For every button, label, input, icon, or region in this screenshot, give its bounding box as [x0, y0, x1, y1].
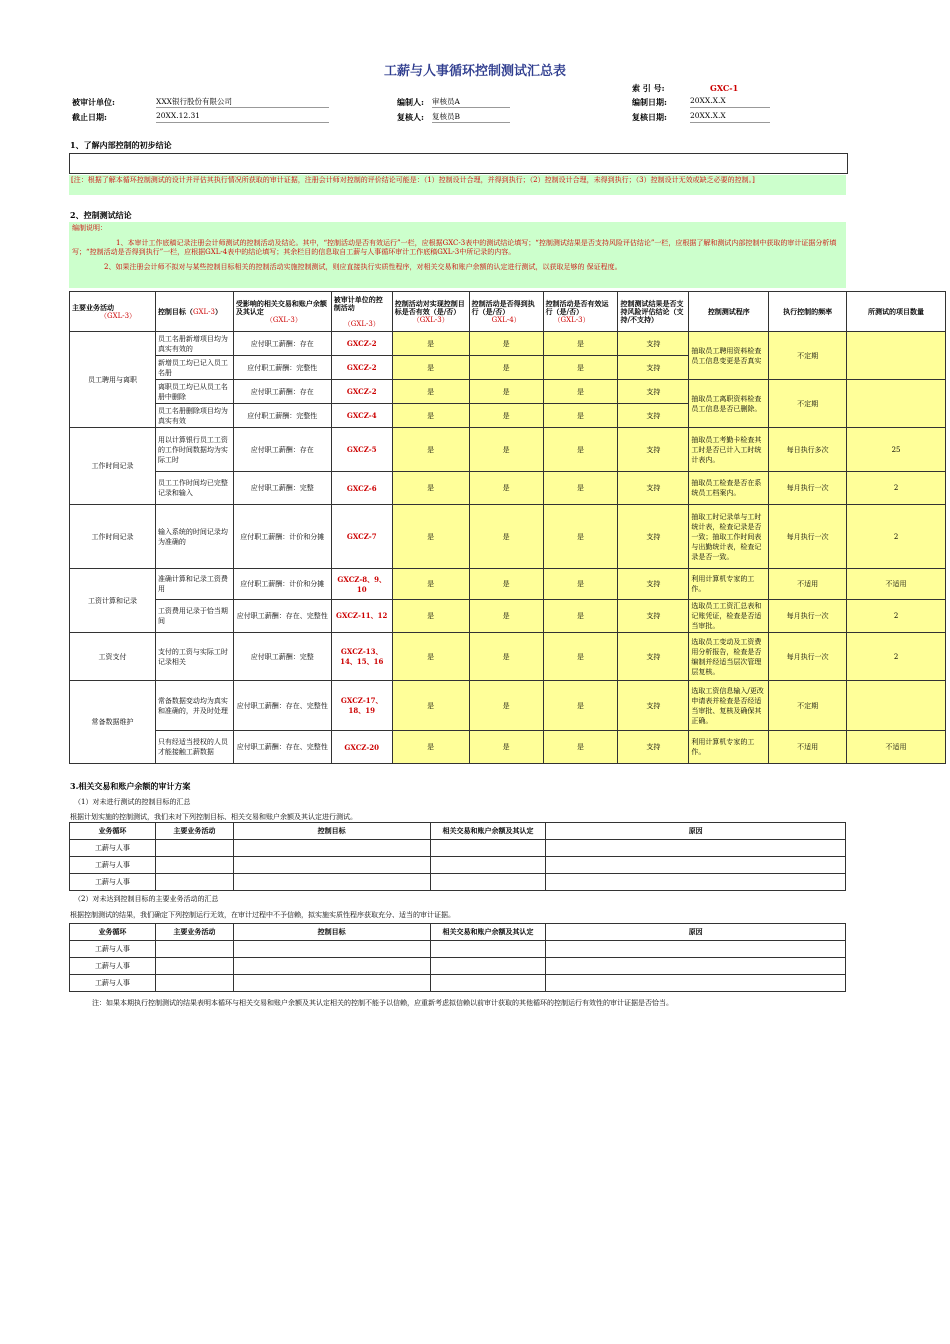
operating-cell[interactable]: 是 [543, 681, 618, 731]
executed-cell[interactable]: 是 [469, 404, 543, 428]
note-paragraph-1: 1、本审计工作底稿记录注册会计师测试的控制活动及结论。其中，“控制活动是否有效运行”一栏，应根据GXC-3表中的测试结论填写；“控制测试结果是否支持风险评估结论”一栏，应根据了解和测试内部控制中获取的审计证据分析填写；“控制活动是否得到执行”一栏，应根据GXL-4表中的结论填写；其余栏目的信息取自工薪与人事循环审计工作底稿GXL-3中所记录的内容。 [72, 239, 837, 256]
effective-cell[interactable]: 是 [392, 472, 469, 505]
assertion-input[interactable] [430, 840, 546, 857]
support-cell[interactable]: 支持 [618, 633, 689, 681]
footnote: 注：如果本期执行控制测试的结果表明本循环与相关交易和账户余额及其认定相关的控制不能予以信赖，应重新考虑拟信赖以前审计获取的其他循环的控制运行有效性的审计证据是否恰当。 [92, 999, 673, 1007]
assertion-cell: 应付职工薪酬：完整性 [233, 356, 331, 380]
executed-cell[interactable]: 是 [469, 731, 543, 764]
control-cell: GXCZ-11、12 [331, 600, 392, 633]
executed-cell[interactable]: 是 [469, 472, 543, 505]
procedure-cell[interactable]: 选取员工工资汇总表和记账凭证，检查是否适当审批。 [689, 600, 769, 633]
table-row [70, 332, 946, 356]
objective-cell: 只有经适当授权的人员才能接触工薪数据 [155, 731, 233, 764]
activity-input[interactable] [155, 874, 233, 891]
activity-input[interactable] [155, 941, 233, 958]
frequency-cell[interactable]: 每月执行一次 [769, 600, 847, 633]
prep-date-value: 20XX.X.X [690, 96, 770, 108]
objective-cell: 员工名册删除项目均为真实有效 [155, 404, 233, 428]
count-cell[interactable]: 2 [847, 472, 946, 505]
reason-input[interactable] [546, 941, 846, 958]
assertion-cell: 应付职工薪酬：存在 [233, 428, 331, 472]
table-row [70, 958, 846, 975]
objective-cell: 准确计算和记录工资费用 [155, 569, 233, 600]
control-cell: GXCZ-13、14、15、16 [331, 633, 392, 681]
executed-cell[interactable]: 是 [469, 681, 543, 731]
executed-cell[interactable]: 是 [469, 428, 543, 472]
section1-note: [注：根据了解本循环控制测试的设计并评估其执行情况所获取的审计证据，注册会计师对控制的评价结论可能是：（1）控制设计合理，并得到执行；（2）控制设计合理，未得到执行；（3）控制设计无效或缺乏必要的控制。] [69, 175, 846, 195]
objective-cell: 新增员工均已记入员工名册 [155, 356, 233, 380]
assertion-cell: 应付职工薪酬：完整 [233, 633, 331, 681]
cycle-cell: 工薪与人事 [70, 958, 156, 975]
col-assertion: 受影响的相关交易和账户余额及其认定 （GXL-3） [233, 292, 331, 332]
effective-cell[interactable]: 是 [392, 633, 469, 681]
assertion-input[interactable] [430, 958, 546, 975]
procedure-cell[interactable]: 选取工资信息输入/更改申请表并检查是否经适当审批、复核及确保其正确。 [689, 681, 769, 731]
procedure-cell[interactable]: 抽取员工离职资料检查员工信息是否已删除。 [689, 380, 769, 428]
assertion-cell: 应付职工薪酬：计价和分摊 [233, 569, 331, 600]
section3-sub1-desc: 根据计划实施的控制测试，我们未对下列控制目标、相关交易和账户余额及其认定进行测试。 [70, 813, 357, 821]
procedure-cell[interactable]: 抽取工时记录单与工时统计表，检查记录是否一致；抽取工作时间表与出勤统计表，检查记录是否一致。 [689, 505, 769, 569]
col-frequency: 执行控制的频率 [769, 292, 847, 332]
table-row [70, 874, 846, 891]
activity-cell: 工资计算和记录 [70, 569, 156, 633]
assertion-cell: 应付职工薪酬：完整性 [233, 404, 331, 428]
table-row [70, 941, 846, 958]
section3-sub2-desc: 根据控制测试的结果，我们确定下列控制运行无效，在审计过程中不予信赖，拟实施实质性程序获取充分、适当的审计证据。 [70, 911, 455, 919]
effective-cell[interactable]: 是 [392, 505, 469, 569]
control-cell: GXCZ-20 [331, 731, 392, 764]
count-cell[interactable]: 2 [847, 505, 946, 569]
support-cell[interactable]: 支持 [618, 356, 689, 380]
effective-cell[interactable]: 是 [392, 731, 469, 764]
review-date-value: 20XX.X.X [690, 111, 770, 123]
table-row [70, 681, 946, 731]
col-reason: 原因 [546, 823, 846, 840]
cutoff-value: 20XX.12.31 [156, 111, 329, 123]
reason-input[interactable] [546, 874, 846, 891]
cycle-cell: 工薪与人事 [70, 874, 156, 891]
count-cell[interactable] [847, 380, 946, 428]
objective-input[interactable] [233, 874, 430, 891]
cycle-cell: 工薪与人事 [70, 840, 156, 857]
cycle-cell: 工薪与人事 [70, 941, 156, 958]
support-cell[interactable]: 支持 [618, 428, 689, 472]
control-cell: GXCZ-6 [331, 472, 392, 505]
col-control-objective: 控制目标 [233, 924, 430, 941]
frequency-cell[interactable]: 每月执行一次 [769, 633, 847, 681]
executed-cell[interactable]: 是 [469, 332, 543, 356]
preparer-label: 编制人: [397, 97, 424, 107]
support-cell[interactable]: 支持 [618, 380, 689, 404]
page-title: 工薪与人事循环控制测试汇总表 [383, 64, 566, 79]
operating-cell[interactable]: 是 [543, 356, 618, 380]
cutoff-label: 截止日期: [72, 112, 107, 122]
preparer-value: 审核员A [432, 96, 510, 108]
assertion-cell: 应付职工薪酬：存在、完整性 [233, 681, 331, 731]
table-row [70, 975, 846, 992]
support-cell[interactable]: 支持 [618, 472, 689, 505]
control-test-table [69, 291, 946, 764]
activity-cell: 工资支付 [70, 633, 156, 681]
objective-cell: 员工名册新增项目均为真实有效的 [155, 332, 233, 356]
reason-input[interactable] [546, 840, 846, 857]
assertion-input[interactable] [430, 857, 546, 874]
section1-heading: 1、了解内部控制的初步结论 [70, 140, 172, 150]
reason-input[interactable] [546, 958, 846, 975]
executed-cell[interactable]: 是 [469, 569, 543, 600]
control-cell: GXCZ-5 [331, 428, 392, 472]
executed-cell[interactable]: 是 [469, 505, 543, 569]
reviewer-label: 复核人: [397, 112, 424, 122]
objective-input[interactable] [233, 857, 430, 874]
effective-cell[interactable]: 是 [392, 569, 469, 600]
count-cell[interactable]: 不适用 [847, 569, 946, 600]
assertion-cell: 应付职工薪酬：存在、完整性 [233, 731, 331, 764]
objective-input[interactable] [233, 975, 430, 992]
index-value: GXC-1 [710, 83, 739, 93]
objective-cell: 常备数据变动均为真实和准确的，并及时处理 [155, 681, 233, 731]
effective-cell[interactable]: 是 [392, 681, 469, 731]
col-support: 控制测试结果是否支持风险评估结论（支持/不支持） [618, 292, 689, 332]
table-row [70, 633, 946, 681]
col-main-activity: 主要业务活动 [155, 924, 233, 941]
section3-heading: 3.相关交易和账户余额的审计方案 [70, 781, 191, 791]
review-date-label: 复核日期: [632, 112, 667, 122]
objective-cell: 员工工作时间均已完整记录和输入 [155, 472, 233, 505]
table-row [70, 600, 946, 633]
operating-cell[interactable]: 是 [543, 404, 618, 428]
col-executed: 控制活动是否得到执行（是/否） GXL-4） [469, 292, 543, 332]
section2-note [69, 222, 846, 288]
col-cycle: 业务循环 [70, 823, 156, 840]
activity-input[interactable] [155, 840, 233, 857]
note-title: 编制说明： [72, 224, 107, 232]
frequency-cell[interactable]: 每日执行多次 [769, 428, 847, 472]
count-cell[interactable] [847, 332, 946, 380]
frequency-cell[interactable]: 每月执行一次 [769, 472, 847, 505]
operating-cell[interactable]: 是 [543, 505, 618, 569]
cycle-cell: 工薪与人事 [70, 857, 156, 874]
reason-input[interactable] [546, 857, 846, 874]
table-row [70, 505, 946, 569]
executed-cell[interactable]: 是 [469, 600, 543, 633]
section3-sub1: （1）对未进行测试的控制目标的汇总 [74, 798, 191, 806]
frequency-cell[interactable]: 不定期 [769, 681, 847, 731]
control-cell: GXCZ-4 [331, 404, 392, 428]
effective-cell[interactable]: 是 [392, 380, 469, 404]
col-activity: 主要业务活动 （GXL-3） [70, 292, 156, 332]
support-cell[interactable]: 支持 [618, 731, 689, 764]
objective-cell: 输入系统的时间记录均为准确的 [155, 505, 233, 569]
frequency-cell[interactable]: 不定期 [769, 332, 847, 380]
operating-cell[interactable]: 是 [543, 380, 618, 404]
procedure-cell[interactable]: 抽取员工考勤卡检查其工时是否已计入工时统计表内。 [689, 428, 769, 472]
auditee-label: 被审计单位: [72, 97, 115, 107]
effective-cell[interactable]: 是 [392, 356, 469, 380]
count-cell[interactable]: 2 [847, 600, 946, 633]
executed-cell[interactable]: 是 [469, 356, 543, 380]
section3-sub2: （2）对未达到控制目标的主要业务活动的汇总 [74, 895, 219, 903]
support-cell[interactable]: 支持 [618, 569, 689, 600]
procedure-cell[interactable]: 抽取员工检查是否在系统员工档案内。 [689, 472, 769, 505]
section1-conclusion-box[interactable] [69, 153, 848, 174]
col-main-activity: 主要业务活动 [155, 823, 233, 840]
col-related-assertion: 相关交易和账户余额及其认定 [430, 924, 546, 941]
support-cell[interactable]: 支持 [618, 404, 689, 428]
col-control-objective: 控制目标 [233, 823, 430, 840]
control-cell: GXCZ-7 [331, 505, 392, 569]
assertion-cell: 应付职工薪酬：存在 [233, 380, 331, 404]
procedure-cell[interactable]: 利用计算机专家的工作。 [689, 569, 769, 600]
assertion-input[interactable] [430, 941, 546, 958]
frequency-cell[interactable]: 不适用 [769, 569, 847, 600]
assertion-cell: 应付职工薪酬：存在、完整性 [233, 600, 331, 633]
control-cell: GXCZ-2 [331, 380, 392, 404]
effective-cell[interactable]: 是 [392, 600, 469, 633]
activity-input[interactable] [155, 975, 233, 992]
table-row [70, 569, 946, 600]
reviewer-value: 复核员B [432, 111, 510, 123]
col-related-assertion: 相关交易和账户余额及其认定 [430, 823, 546, 840]
table-row [70, 857, 846, 874]
frequency-cell[interactable]: 不适用 [769, 731, 847, 764]
operating-cell[interactable]: 是 [543, 633, 618, 681]
objective-cell: 工资费用记录于恰当期间 [155, 600, 233, 633]
count-cell[interactable]: 25 [847, 428, 946, 472]
operating-cell[interactable]: 是 [543, 428, 618, 472]
objective-input[interactable] [233, 840, 430, 857]
activity-input[interactable] [155, 857, 233, 874]
assertion-input[interactable] [430, 874, 546, 891]
operating-cell[interactable]: 是 [543, 731, 618, 764]
effective-cell[interactable]: 是 [392, 332, 469, 356]
assertion-input[interactable] [430, 975, 546, 992]
table-row [70, 428, 946, 472]
objective-input[interactable] [233, 941, 430, 958]
frequency-cell[interactable]: 不定期 [769, 380, 847, 428]
col-effective: 控制活动对实现控制目标是否有效（是/否） （GXL-3） [392, 292, 469, 332]
table-row [70, 840, 846, 857]
frequency-cell[interactable]: 每月执行一次 [769, 505, 847, 569]
control-cell: GXCZ-2 [331, 332, 392, 356]
operating-cell[interactable]: 是 [543, 332, 618, 356]
note-paragraph-2: 2、如果注册会计师不拟对与某些控制目标相关的控制活动实施控制测试，则应直接执行实质性程序，对相关交易和账户余额的认定进行测试，以获取足够的 保证程度。 [104, 263, 622, 271]
support-cell[interactable]: 支持 [618, 505, 689, 569]
objective-cell: 用以计算银行员工工资的工作时间数据均为实际工时 [155, 428, 233, 472]
untested-objectives-table [69, 822, 846, 891]
table-row [70, 731, 946, 764]
procedure-cell[interactable]: 抽取员工聘用资料检查员工信息变更是否真实 [689, 332, 769, 380]
activity-cell: 常备数据维护 [70, 681, 156, 764]
section2-heading: 2、控制测试结论 [70, 210, 132, 220]
activity-input[interactable] [155, 958, 233, 975]
col-procedure: 控制测试程序 [689, 292, 769, 332]
operating-cell[interactable]: 是 [543, 472, 618, 505]
executed-cell[interactable]: 是 [469, 633, 543, 681]
objective-input[interactable] [233, 958, 430, 975]
auditee-value: XXX银行股份有限公司 [156, 96, 329, 108]
objective-cell: 支付的工资与实际工时记录相关 [155, 633, 233, 681]
col-control: 被审计单位的控制活动 （GXL-3） [331, 292, 392, 332]
effective-cell[interactable]: 是 [392, 404, 469, 428]
index-label: 索 引 号: [632, 83, 665, 93]
activity-cell: 工作时间记录 [70, 505, 156, 569]
procedure-cell[interactable]: 选取员工变动及工资费用分析报告，检查是否编制并经适当层次管理层复核。 [689, 633, 769, 681]
operating-cell[interactable]: 是 [543, 569, 618, 600]
control-cell: GXCZ-2 [331, 356, 392, 380]
support-cell[interactable]: 支持 [618, 681, 689, 731]
assertion-cell: 应付职工薪酬：计价和分摊 [233, 505, 331, 569]
count-cell[interactable]: 2 [847, 633, 946, 681]
table-row [70, 472, 946, 505]
count-cell[interactable]: 不适用 [847, 731, 946, 764]
effective-cell[interactable]: 是 [392, 428, 469, 472]
executed-cell[interactable]: 是 [469, 380, 543, 404]
cycle-cell: 工薪与人事 [70, 975, 156, 992]
assertion-cell: 应付职工薪酬：完整 [233, 472, 331, 505]
prep-date-label: 编制日期: [632, 97, 667, 107]
col-cycle: 业务循环 [70, 924, 156, 941]
assertion-cell: 应付职工薪酬：存在 [233, 332, 331, 356]
col-operating: 控制活动是否有效运行（是/否） （GXL-3） [543, 292, 618, 332]
objective-cell: 离职员工均已从员工名册中删除 [155, 380, 233, 404]
activity-cell: 工作时间记录 [70, 428, 156, 505]
support-cell[interactable]: 支持 [618, 332, 689, 356]
operating-cell[interactable]: 是 [543, 600, 618, 633]
reason-input[interactable] [546, 975, 846, 992]
activity-cell: 员工聘用与离职 [70, 332, 156, 428]
control-cell: GXCZ-8、9、10 [331, 569, 392, 600]
ineffective-controls-table [69, 923, 846, 992]
col-objective: 控制目标（GXL-3） [155, 292, 233, 332]
support-cell[interactable]: 支持 [618, 600, 689, 633]
count-cell[interactable] [847, 681, 946, 731]
col-reason: 原因 [546, 924, 846, 941]
table-row [70, 380, 946, 404]
col-count: 所测试的项目数量 [847, 292, 946, 332]
control-cell: GXCZ-17、18、19 [331, 681, 392, 731]
procedure-cell[interactable]: 利用计算机专家的工作。 [689, 731, 769, 764]
